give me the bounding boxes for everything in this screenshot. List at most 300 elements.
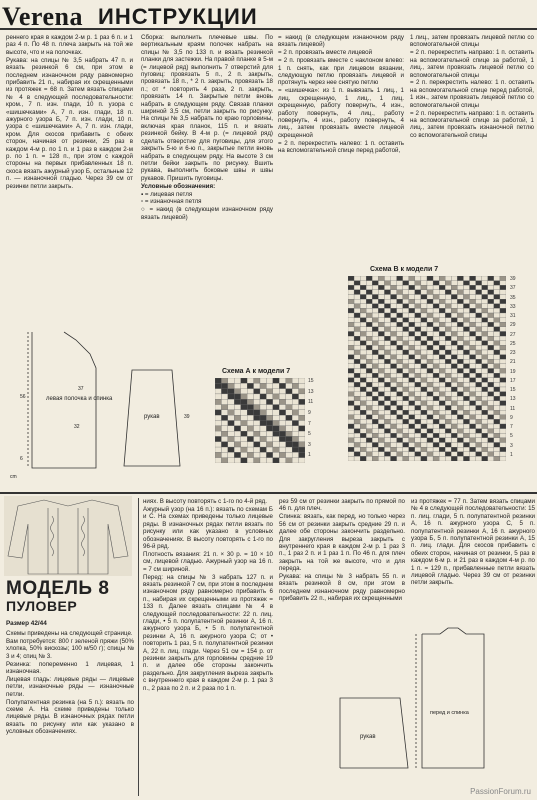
grid-cell: [348, 332, 354, 337]
grid-cell: [247, 452, 253, 457]
grid-cell: [500, 443, 506, 448]
grid-cell: [279, 405, 285, 410]
grid-cell: [500, 295, 506, 300]
grid-cell: [488, 456, 494, 461]
grid-cell: [463, 443, 469, 448]
grid-cell: [463, 396, 469, 401]
grid-cell: [348, 304, 354, 309]
paragraph: = 2 п. перекрестить налево: 1 п. оставить на вспомогательной спице перед работой,: [278, 139, 404, 155]
grid-cell: [279, 436, 285, 441]
grid-cell: [427, 295, 433, 300]
grid-cell: [397, 456, 403, 461]
grid-cell: [391, 410, 397, 415]
grid-cell: [354, 359, 360, 364]
grid-cell: [354, 424, 360, 429]
grid-cell: [292, 458, 298, 463]
grid-cell: [391, 295, 397, 300]
grid-cell: [470, 419, 476, 424]
grid-cell: [433, 276, 439, 281]
grid-cell: [378, 285, 384, 290]
grid-cell: [476, 327, 482, 332]
grid-cell: [366, 410, 372, 415]
grid-cell: [372, 452, 378, 457]
paragraph: Спинка: вязать, как перед, но только через 56 см от резинки закрыть средние 29 п. и далее обе стороны закончить раздельно. Для закругления выреза закрыть с внутреннего края в каждом 2-м р. 1 раз 3 п., 1 раз 2 п. и 1 раз 1 п. По 46 п. для плеч закрыть на той же высоте, что и для переда.: [279, 513, 405, 573]
grid-cell: [397, 387, 403, 392]
grid-cell: [286, 394, 292, 399]
grid-cell: [366, 443, 372, 448]
grid-cell: [378, 415, 384, 420]
grid-cell: [391, 341, 397, 346]
grid-cell: [266, 447, 272, 452]
grid-cell: [286, 436, 292, 441]
grid-cell: [494, 373, 500, 378]
grid-cell: [299, 452, 305, 457]
grid-cell: [348, 433, 354, 438]
grid-cell: [451, 355, 457, 360]
dim-label: 32: [74, 424, 80, 430]
grid-cell: [354, 433, 360, 438]
grid-cell: [366, 373, 372, 378]
grid-cell: [463, 373, 469, 378]
grid-cell: [384, 364, 390, 369]
grid-cell: [470, 452, 476, 457]
grid-cell: [500, 364, 506, 369]
grid-cell: [482, 369, 488, 374]
grid-cell: [457, 378, 463, 383]
paragraph: из протяжек = 77 п. Затем вязать спицами № 4 в следующей последовательности: 15 п. лиц. глади, 5 п. полупатентной резинки А, 16 п. ажурного узора С, 5 п. полупатентной резинки А, 16 п. ажурного узора Б, 5 п. полупатентной резинки А, 15 п. лиц. глади. Для скосов прибавить с обеих сторон, начиная от резинки, 5 раз в каждом 6-м р. и 21 раз в каждом 4-м р. по 1 п. = 129 п., прибавленные петли вязать лицевой гладью. Через 39 см от резинки петли закрыть.: [411, 498, 535, 587]
grid-cell: [457, 392, 463, 397]
grid-cell: [254, 399, 260, 404]
grid-cell: [366, 382, 372, 387]
grid-cell: [221, 394, 227, 399]
grid-cell: [366, 415, 372, 420]
grid-cell: [384, 401, 390, 406]
grid-cell: [488, 364, 494, 369]
grid-cell: [378, 447, 384, 452]
grid-cell: [391, 382, 397, 387]
grid-cell: [421, 433, 427, 438]
grid-cell: [360, 378, 366, 383]
grid-cell: [391, 332, 397, 337]
grid-cell: [372, 295, 378, 300]
grid-cell: [433, 304, 439, 309]
grid-cell: [348, 456, 354, 461]
grid-cell: [409, 290, 415, 295]
grid-cell: [476, 396, 482, 401]
grid-cell: [360, 396, 366, 401]
grid-cell: [354, 378, 360, 383]
row-number: 3: [510, 442, 513, 449]
grid-cell: [500, 410, 506, 415]
grid-cell: [445, 304, 451, 309]
grid-cell: [360, 359, 366, 364]
grid-cell: [433, 332, 439, 337]
grid-cell: [409, 433, 415, 438]
grid-cell: [372, 359, 378, 364]
grid-cell: [482, 322, 488, 327]
grid-cell: [391, 313, 397, 318]
grid-cell: [228, 452, 234, 457]
grid-cell: [348, 382, 354, 387]
row-number: 9: [308, 409, 311, 416]
grid-cell: [415, 429, 421, 434]
grid-cell: [476, 281, 482, 286]
grid-cell: [409, 295, 415, 300]
grid-cell: [286, 442, 292, 447]
grid-cell: [421, 456, 427, 461]
grid-cell: [427, 429, 433, 434]
grid-cell: [500, 392, 506, 397]
grid-cell: [221, 426, 227, 431]
grid-cell: [463, 295, 469, 300]
grid-cell: [445, 406, 451, 411]
grid-cell: [286, 378, 292, 383]
grid-cell: [482, 336, 488, 341]
sleeve-label: рукав: [144, 414, 160, 420]
paragraph: 1 лиц., затем провязать лицевой петлю со вспомогательной спицы: [410, 34, 534, 49]
grid-cell: [354, 332, 360, 337]
grid-cell: [427, 387, 433, 392]
grid-cell: [409, 419, 415, 424]
grid-cell: [397, 419, 403, 424]
paragraph: реннего края в каждом 2-м р. 1 раз 6 п. и 1 раз 4 п. По 48 п. плеча закрыть на той же высоте, что и на полочках.: [6, 34, 133, 56]
grid-cell: [488, 452, 494, 457]
grid-cell: [403, 308, 409, 313]
grid-cell: [273, 378, 279, 383]
grid-cell: [451, 313, 457, 318]
grid-cell: [348, 295, 354, 300]
grid-cell: [241, 378, 247, 383]
grid-cell: [433, 387, 439, 392]
grid-cell: [494, 341, 500, 346]
grid-cell: [391, 373, 397, 378]
grid-cell: [384, 318, 390, 323]
grid-cell: [292, 447, 298, 452]
grid-cell: [421, 452, 427, 457]
grid-cell: [457, 410, 463, 415]
grid-cell: [421, 406, 427, 411]
grid-cell: [372, 410, 378, 415]
grid-cell: [463, 318, 469, 323]
grid-cell: [348, 290, 354, 295]
grid-cell: [348, 401, 354, 406]
grid-cell: [372, 313, 378, 318]
grid-cell: [445, 443, 451, 448]
grid-cell: [482, 313, 488, 318]
grid-cell: [397, 396, 403, 401]
paragraph: Рукава: на спицы № 3 набрать 55 п. и вязать резинкой 8 см, при этом в последнем изнаночном ряду равномерно прибавить 22 п., набирая их скрещенными: [279, 573, 405, 603]
grid-cell: [415, 438, 421, 443]
grid-cell: [451, 401, 457, 406]
grid-cell: [360, 415, 366, 420]
grid-cell: [354, 308, 360, 313]
grid-cell: [445, 322, 451, 327]
grid-cell: [445, 350, 451, 355]
grid-cell: [409, 285, 415, 290]
grid-cell: [360, 332, 366, 337]
chart-a-grid: [215, 378, 305, 463]
row-number: 11: [510, 405, 516, 412]
grid-cell: [292, 405, 298, 410]
grid-cell: [299, 436, 305, 441]
grid-cell: [391, 415, 397, 420]
grid-cell: [421, 410, 427, 415]
grid-cell: [457, 290, 463, 295]
row-number: 21: [510, 359, 516, 366]
grid-cell: [427, 406, 433, 411]
grid-cell: [433, 299, 439, 304]
grid-cell: [421, 313, 427, 318]
grid-cell: [457, 415, 463, 420]
grid-cell: [421, 299, 427, 304]
grid-cell: [366, 290, 372, 295]
grid-cell: [488, 392, 494, 397]
grid-cell: [241, 389, 247, 394]
grid-cell: [279, 383, 285, 388]
paragraph: Схемы приведены на следующей странице.: [6, 630, 133, 637]
grid-cell: [391, 355, 397, 360]
grid-cell: [415, 341, 421, 346]
grid-cell: [457, 419, 463, 424]
grid-cell: [427, 336, 433, 341]
grid-cell: [234, 426, 240, 431]
grid-cell: [247, 426, 253, 431]
grid-cell: [397, 318, 403, 323]
paragraph: Резинка: попеременно 1 лицевая, 1 изнаночная.: [6, 660, 134, 676]
grid-cell: [228, 426, 234, 431]
grid-cell: [482, 355, 488, 360]
grid-cell: [234, 389, 240, 394]
grid-cell: [457, 373, 463, 378]
grid-cell: [415, 401, 421, 406]
grid-cell: [494, 382, 500, 387]
grid-cell: [378, 290, 384, 295]
grid-cell: [433, 318, 439, 323]
grid-cell: [415, 295, 421, 300]
grid-cell: [360, 313, 366, 318]
grid-cell: [247, 389, 253, 394]
grid-cell: [354, 401, 360, 406]
grid-cell: [234, 399, 240, 404]
grid-cell: [391, 304, 397, 309]
grid-cell: [488, 276, 494, 281]
grid-cell: [247, 442, 253, 447]
grid-cell: [384, 304, 390, 309]
grid-cell: [397, 276, 403, 281]
grid-cell: [360, 336, 366, 341]
grid-cell: [457, 332, 463, 337]
grid-cell: [286, 431, 292, 436]
grid-cell: [427, 452, 433, 457]
grid-cell: [378, 336, 384, 341]
grid-cell: [215, 431, 221, 436]
grid-cell: [366, 433, 372, 438]
grid-cell: [403, 443, 409, 448]
grid-cell: [247, 415, 253, 420]
grid-cell: [384, 345, 390, 350]
grid-cell: [299, 399, 305, 404]
grid-cell: [476, 429, 482, 434]
paragraph: Рукава: на спицы № 3,5 набрать 47 п. и вязать резинкой 6 см, при этом в последнем изнаночном ряду равномерно прибавить 21 п., набирая их скрещенными из протяжек = 68 п. Затем вязать спицами № 4 в следующей последовательности: кром., 7 п. изн. глади, 10 п. узора с «шишечками» А, 7 п. изн. глади, 18 п. ажурного узора Б, 7 п. изн. глади, 10 п. узора с «шишечками» А, 7 п. изн. глади, кром. Для скосов прибавить с обеих сторон, начиная от резинки, 25 раз в каждом 4-м р. по 1 п. и 1 раз в каждом 2-м р. по 1 п. = 128 п., при этом с каждой стороны на первых прибавленных 18 п. скоса вязать ажурный узор Б, остальные 12 п. — изнаночной гладью. Через 39 см от резинки петли закрыть.: [6, 56, 133, 190]
grid-cell: [397, 410, 403, 415]
grid-cell: [494, 364, 500, 369]
grid-cell: [494, 396, 500, 401]
paragraph: = 2 п. перекрестить направо: 1 п. оставить на вспомогательной спице за работой, 1 лиц., затем провязать изнаночной петлю со вспомогательной спицы: [410, 109, 534, 139]
grid-cell: [384, 392, 390, 397]
grid-cell: [221, 405, 227, 410]
grid-cell: [292, 378, 298, 383]
grid-cell: [409, 350, 415, 355]
paragraph: рез 59 см от резинки закрыть по прямой по 46 п. для плеч.: [279, 498, 405, 513]
grid-cell: [457, 438, 463, 443]
grid-cell: [488, 443, 494, 448]
grid-cell: [215, 415, 221, 420]
grid-cell: [409, 392, 415, 397]
grid-cell: [488, 373, 494, 378]
grid-cell: [360, 304, 366, 309]
grid-cell: [409, 382, 415, 387]
grid-cell: [360, 341, 366, 346]
grid-cell: [378, 345, 384, 350]
grid-cell: [360, 318, 366, 323]
grid-cell: [470, 456, 476, 461]
row-number: 17: [510, 377, 516, 384]
grid-cell: [397, 345, 403, 350]
grid-cell: [409, 359, 415, 364]
grid-cell: [421, 281, 427, 286]
grid-cell: [366, 332, 372, 337]
legend-item: ▪ = лицевая петля: [141, 190, 193, 198]
grid-cell: [409, 345, 415, 350]
grid-cell: [433, 392, 439, 397]
grid-cell: [476, 406, 482, 411]
grid-cell: [482, 308, 488, 313]
grid-cell: [445, 345, 451, 350]
grid-cell: [439, 424, 445, 429]
grid-cell: [409, 364, 415, 369]
grid-cell: [391, 281, 397, 286]
grid-cell: [360, 285, 366, 290]
model-subtitle: ПУЛОВЕР: [6, 598, 78, 614]
grid-cell: [354, 304, 360, 309]
grid-cell: [292, 415, 298, 420]
grid-cell: [488, 359, 494, 364]
grid-cell: [384, 341, 390, 346]
grid-cell: [279, 394, 285, 399]
grid-cell: [421, 350, 427, 355]
grid-cell: [427, 419, 433, 424]
grid-cell: [470, 336, 476, 341]
grid-cell: [247, 436, 253, 441]
grid-cell: [500, 396, 506, 401]
grid-cell: [470, 332, 476, 337]
grid-cell: [247, 447, 253, 452]
grid-cell: [384, 332, 390, 337]
grid-cell: [415, 308, 421, 313]
grid-cell: [457, 341, 463, 346]
grid-cell: [228, 410, 234, 415]
grid-cell: [433, 429, 439, 434]
grid-cell: [439, 327, 445, 332]
grid-cell: [378, 401, 384, 406]
grid-cell: [409, 299, 415, 304]
grid-cell: [403, 456, 409, 461]
grid-cell: [427, 332, 433, 337]
grid-cell: [366, 369, 372, 374]
grid-cell: [433, 456, 439, 461]
grid-cell: [348, 406, 354, 411]
grid-cell: [247, 405, 253, 410]
grid-cell: [403, 447, 409, 452]
grid-cell: [397, 373, 403, 378]
grid-cell: [372, 290, 378, 295]
paragraph: ниях. В высоту повторять с 1-го по 4-й ряд.: [143, 498, 268, 505]
grid-cell: [348, 419, 354, 424]
grid-cell: [463, 290, 469, 295]
grid-cell: [266, 399, 272, 404]
grid-cell: [463, 429, 469, 434]
grid-cell: [488, 369, 494, 374]
row-number: 5: [308, 431, 311, 438]
grid-cell: [384, 285, 390, 290]
grid-cell: [470, 373, 476, 378]
grid-cell: [433, 359, 439, 364]
grid-cell: [470, 313, 476, 318]
grid-cell: [427, 313, 433, 318]
grid-cell: [403, 373, 409, 378]
grid-cell: [451, 327, 457, 332]
column-3-bottom: [279, 498, 405, 620]
grid-cell: [433, 401, 439, 406]
grid-cell: [457, 350, 463, 355]
grid-cell: [427, 447, 433, 452]
grid-cell: [500, 387, 506, 392]
grid-cell: [488, 322, 494, 327]
grid-cell: [500, 290, 506, 295]
row-number: 1: [308, 452, 311, 459]
grid-cell: [372, 415, 378, 420]
grid-cell: [391, 438, 397, 443]
grid-cell: [397, 341, 403, 346]
grid-cell: [397, 438, 403, 443]
grid-cell: [397, 401, 403, 406]
grid-cell: [403, 299, 409, 304]
grid-cell: [348, 410, 354, 415]
grid-cell: [372, 308, 378, 313]
grid-cell: [415, 419, 421, 424]
grid-cell: [391, 401, 397, 406]
grid-cell: [266, 394, 272, 399]
grid-cell: [457, 313, 463, 318]
grid-cell: [354, 364, 360, 369]
grid-cell: [354, 341, 360, 346]
grid-cell: [228, 378, 234, 383]
grid-cell: [366, 387, 372, 392]
grid-cell: [247, 378, 253, 383]
grid-cell: [463, 327, 469, 332]
grid-cell: [384, 382, 390, 387]
grid-cell: [384, 276, 390, 281]
grid-cell: [433, 290, 439, 295]
grid-cell: [433, 415, 439, 420]
grid-cell: [494, 378, 500, 383]
grid-cell: [500, 419, 506, 424]
column-4-top: [410, 34, 534, 264]
grid-cell: [439, 341, 445, 346]
grid-cell: [366, 295, 372, 300]
grid-cell: [421, 285, 427, 290]
grid-cell: [260, 426, 266, 431]
